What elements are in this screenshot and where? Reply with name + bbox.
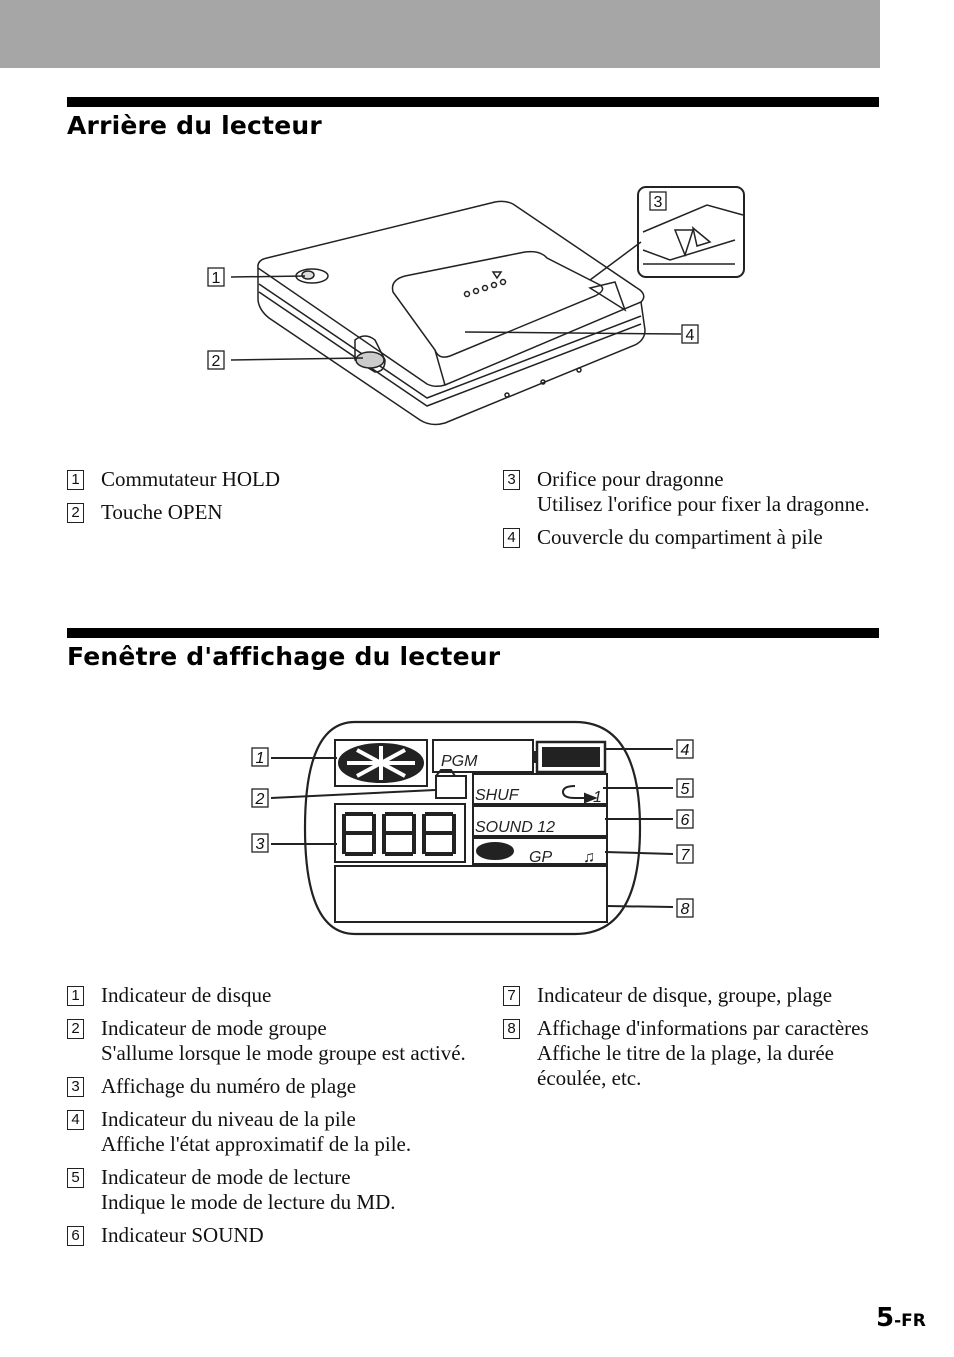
list-item	[67, 1223, 467, 1248]
lcd-shuf: SHUF	[475, 787, 519, 804]
item-text: Touche OPEN	[101, 500, 223, 524]
section-title-display: Fenêtre d'affichage du lecteur	[67, 642, 501, 671]
item-number: 3	[67, 1077, 84, 1097]
list-item	[503, 983, 883, 1008]
list-item	[67, 1165, 467, 1215]
item-text: Affichage d'informations par caractères	[537, 1016, 869, 1040]
callout-5: 5	[680, 781, 690, 798]
list-item	[503, 1016, 883, 1091]
item-number: 2	[67, 1019, 84, 1039]
item-number: 4	[503, 528, 520, 548]
item-text: Couvercle du compartiment à pile	[537, 525, 823, 549]
callout-4: 4	[680, 742, 690, 759]
item-note: Utilisez l'orifice pour fixer la dragonne.	[537, 492, 870, 516]
list-item	[67, 1074, 467, 1099]
callout-2: 2	[255, 791, 265, 808]
lcd-pgm: PGM	[441, 753, 478, 770]
item-number: 4	[67, 1110, 84, 1130]
list-item	[67, 1016, 467, 1066]
item-number: 3	[503, 470, 520, 490]
callout-3: 3	[255, 836, 265, 853]
callout-1: 1	[255, 750, 265, 767]
player-rear-illustration	[195, 180, 755, 440]
item-note: Indique le mode de lecture du MD.	[101, 1190, 396, 1214]
display-window-illustration	[245, 718, 705, 943]
item-text: Affichage du numéro de plage	[101, 1074, 357, 1098]
header-band	[0, 0, 880, 68]
item-text: Indicateur de disque	[101, 983, 272, 1007]
list-item	[67, 1107, 467, 1157]
callout-1: 1	[211, 270, 221, 287]
list-item	[67, 500, 467, 525]
page-number-value: 5	[876, 1303, 895, 1333]
rear-list-left	[67, 467, 467, 533]
callout-8: 8	[680, 901, 690, 918]
list-item	[67, 983, 467, 1008]
lcd-note-icon: ♫	[583, 849, 595, 866]
list-item	[67, 467, 467, 492]
item-number: 1	[67, 986, 84, 1006]
item-note: Affiche l'état approximatif de la pile.	[101, 1132, 412, 1156]
display-list-right	[503, 983, 883, 1099]
callout-2: 2	[211, 353, 221, 370]
item-text: Indicateur de mode groupe	[101, 1016, 327, 1040]
rear-list-right	[503, 467, 883, 558]
item-number: 7	[503, 986, 520, 1006]
callout-3: 3	[653, 194, 663, 211]
section-rule	[67, 97, 879, 107]
item-note: Affiche le titre de la plage, la durée écoulée, etc.	[537, 1041, 834, 1090]
callout-4: 4	[685, 327, 695, 344]
lcd-sound: SOUND 12	[475, 819, 556, 836]
lcd-repeat-one: 1	[593, 789, 602, 806]
item-text: Commutateur HOLD	[101, 467, 281, 491]
page-number-suffix: -FR	[894, 1311, 926, 1331]
section-title-rear: Arrière du lecteur	[67, 111, 322, 140]
item-number: 6	[67, 1226, 84, 1246]
item-text: Indicateur du niveau de la pile	[101, 1107, 356, 1131]
item-text: Indicateur SOUND	[101, 1223, 264, 1247]
item-number: 1	[67, 470, 84, 490]
list-item	[503, 525, 883, 550]
section-rule	[67, 628, 879, 638]
item-number: 8	[503, 1019, 520, 1039]
display-list-left	[67, 983, 467, 1256]
list-item	[503, 467, 883, 517]
item-text: Indicateur de mode de lecture	[101, 1165, 351, 1189]
item-text: Orifice pour dragonne	[537, 467, 724, 491]
page-number	[876, 1303, 926, 1333]
item-number: 5	[67, 1168, 84, 1188]
lcd-gp: GP	[529, 849, 553, 866]
callout-7: 7	[680, 847, 690, 864]
item-number: 2	[67, 503, 84, 523]
item-text: Indicateur de disque, groupe, plage	[537, 983, 833, 1007]
item-note: S'allume lorsque le mode groupe est activé.	[101, 1041, 466, 1065]
callout-6: 6	[680, 812, 690, 829]
